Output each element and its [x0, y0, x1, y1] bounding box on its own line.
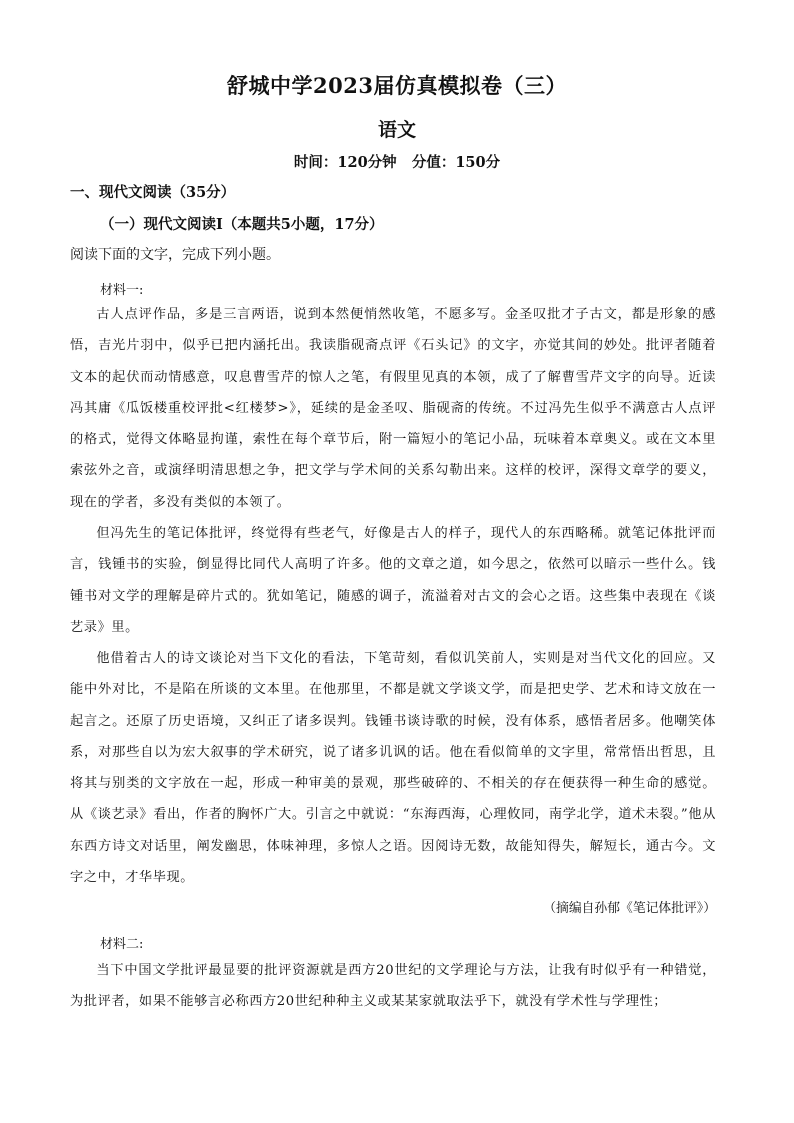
material-one-paragraph-2: 但冯先生的笔记体批评，终觉得有些老气，好像是古人的样子，现代人的东西略稀。就笔记体批评而言，钱锺书的实验，倒显得比同代人高明了许多。他的文章之道，如今思之，依然可以暗示一些什么。钱锺书对文学的理解是碎片式的。犹如笔记，随感的调子，流溢着对古文的会心之语。这些集中表现在《谈艺录》里。	[70, 526, 716, 635]
material-one-source: （摘编自孙郁《笔记体批评》）	[543, 901, 716, 916]
material-one-paragraph-1: 古人点评作品，多是三言两语，说到本然便悄然收笔，不愿多写。金圣叹批才子古文，都是形象的感悟，吉光片羽中，似乎已把内涵托出。我读脂砚斋点评《石头记》的文字，亦觉其间的妙处。批评者随着文本的起伏而动情感意，叹息曹雪芹的惊人之笔，有假里见真的本领，成了了解曹雪芹文字的向导。近读冯其庸《瓜饭楼重校评批<红楼梦>》，延续的是金圣叹、脂砚斋的传统。不过冯先生似乎不满意古人点评的格式，觉得文体略显拘谨，索性在每个章节后，附一篇短小的笔记小品，玩味着本章奥义。或在文本里索弦外之音，或演绎明清思想之争，把文学与学术间的关系勾勒出来。这样的校评，深得文章学的要义，现在的学者，多没有类似的本领了。	[70, 307, 716, 510]
exam-meta: 时间：120分钟 分值：150分	[293, 154, 501, 171]
exam-title: 舒城中学2023届仿真模拟卷（三）	[227, 73, 567, 98]
section-heading: 一、现代文阅读（35分）	[70, 184, 236, 201]
material-one-paragraph-3: 他借着古人的诗文谈论对当下文化的看法，下笔苛刻，看似讥笑前人，实则是对当代文化的回应。又能中外对比，不是陷在所谈的文本里。在他那里，不都是就文学谈文学，而是把史学、艺术和诗文放在一起言之。还原了历史语境，又纠正了诸多误判。钱锺书谈诗歌的时候，没有体系，感悟者居多。他嘲笑体系，对那些自以为宏大叙事的学术研究，说了诸多讥讽的话。他在看似简单的文字里，常常悟出哲思，且将其与别类的文字放在一起，形成一种审美的景观，那些破碎的、不相关的存在便获得一种生命的感觉。从《谈艺录》看出，作者的胸怀广大。引言之中就说：“东海西海，心理攸同，南学北学，道术未裂。”他从东西方诗文对话里，阐发幽思，体味神理，多惊人之语。因阅诗无数，故能知得失，解短长，通古今。文字之中，才华毕现。	[70, 651, 716, 886]
material-two-paragraph-1: 当下中国文学批评最显要的批评资源就是西方20世纪的文学理论与方法，让我有时似乎有一种错觉，为批评者，如果不能够言必称西方20世纪种种主义或某某家就取法乎下，就没有学术性与学理性；	[70, 963, 716, 1010]
material-one-label: 材料一:	[100, 283, 144, 298]
subject-heading: 语文	[377, 119, 416, 141]
reading-instruction: 阅读下面的文字，完成下列小题。	[70, 246, 280, 262]
material-two-label: 材料二:	[100, 937, 144, 952]
subsection-heading: （一）现代文阅读Ⅰ（本题共5小题，17分）	[100, 216, 384, 233]
